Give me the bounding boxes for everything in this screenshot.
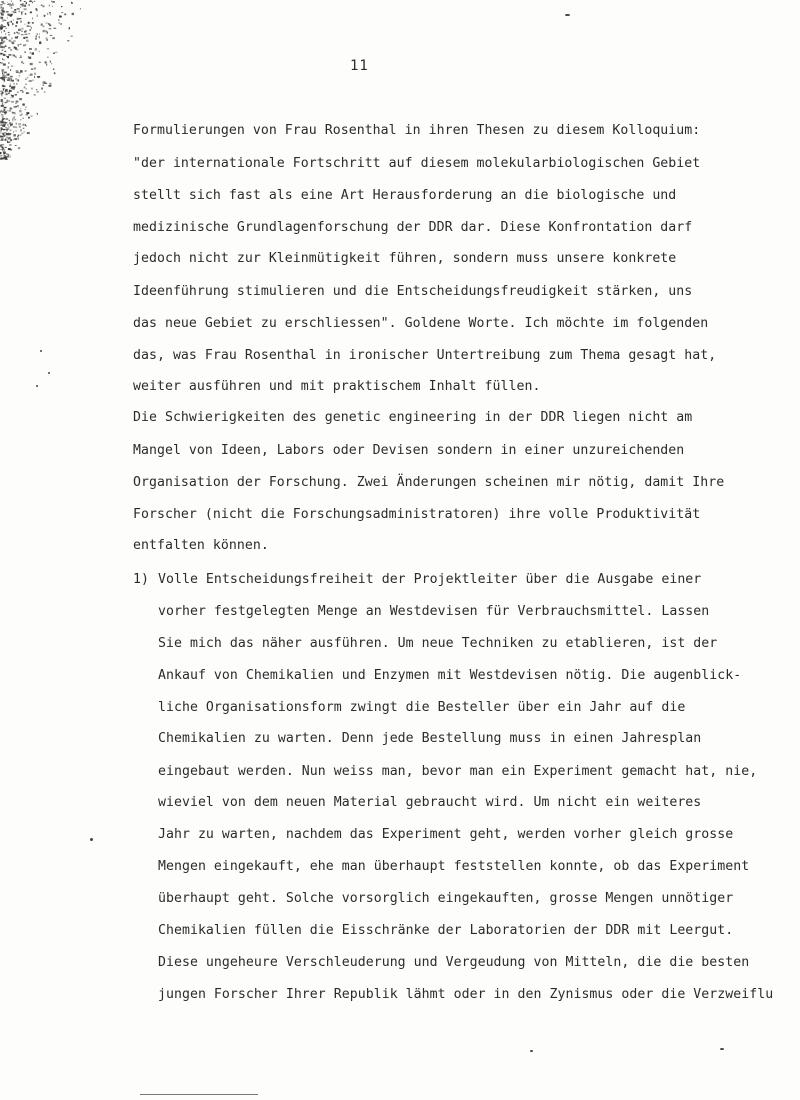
paragraph1-line-3: stellt sich fast als eine Art Herausforderung an die biologische und (133, 188, 677, 203)
item1-line-10: Mengen eingekauft, ehe man überhaupt feststellen konnte, ob das Experiment (158, 859, 750, 874)
item1-line-4: Ankauf von Chemikalien und Enzymen mit Westdevisen nötig. Die augenblick- (158, 668, 742, 683)
scan-speck (48, 372, 50, 374)
scan-speck (40, 350, 42, 352)
item1-line-8: wieviel von dem neuen Material gebraucht wird. Um nicht ein weiteres (158, 795, 702, 810)
paragraph2-line-4: Forscher (nicht die Forschungsadministratoren) ihre volle Produktivität (133, 507, 701, 522)
paragraph2-line-3: Organisation der Forschung. Zwei Änderungen scheinen mir nötig, damit Ihre (133, 475, 725, 490)
item1-line-7: eingebaut werden. Nun weiss man, bevor man ein Experiment gemacht hat, nie, (158, 764, 758, 779)
list-item-number: 1) (133, 572, 149, 587)
page-number: 11 (350, 58, 369, 74)
paragraph1-line-5: jedoch nicht zur Kleinmütigkeit führen, sondern muss unsere konkrete (133, 251, 677, 266)
paragraph1-line-6: Ideenführung stimulieren und die Entscheidungsfreudigkeit stärken, uns (133, 284, 693, 299)
paragraph1-line-4: medizinische Grundlagenforschung der DDR dar. Diese Konfrontation darf (133, 220, 693, 235)
paragraph1-line-2: "der internationale Fortschritt auf diesem molekularbiologischen Gebiet (133, 156, 701, 171)
paragraph1-line-8: das, was Frau Rosenthal in ironischer Untertreibung zum Thema gesagt hat, (133, 348, 717, 363)
scan-speck (90, 838, 93, 841)
paragraph2-line-2: Mangel von Ideen, Labors oder Devisen sondern in einer unzureichenden (133, 443, 685, 458)
item1-line-11: überhaupt geht. Solche vorsorglich eingekauften, grosse Mengen unnötiger (158, 891, 734, 906)
item1-line-12: Chemikalien füllen die Eisschränke der Laboratorien der DDR mit Leergut. (158, 923, 734, 938)
item1-line-6: Chemikalien zu warten. Denn jede Bestellung muss in einen Jahresplan (158, 731, 702, 746)
item1-line-3: Sie mich das näher ausführen. Um neue Techniken zu etablieren, ist der (158, 636, 718, 651)
scan-noise-edge (0, 0, 105, 160)
item1-line-5: liche Organisationsform zwingt die Besteller über ein Jahr auf die (158, 700, 686, 715)
scan-speck (720, 1048, 724, 1050)
item1-line-13: Diese ungeheure Verschleuderung und Vergeudung von Mitteln, die die besten (158, 955, 750, 970)
item1-line-1: Volle Entscheidungsfreiheit der Projektleiter über die Ausgabe einer (158, 572, 702, 587)
bottom-scan-line (140, 1094, 258, 1095)
paragraph2-line-1: Die Schwierigkeiten des genetic engineering in der DDR liegen nicht am (133, 410, 693, 425)
scan-speck (530, 1050, 533, 1052)
paragraph1-line-7: das neue Gebiet zu erschliessen". Goldene Worte. Ich möchte im folgenden (133, 316, 709, 331)
paragraph1-line-1: Formulierungen von Frau Rosenthal in ihren Thesen zu diesem Kolloquium: (133, 123, 701, 138)
item1-line-2: vorher festgelegten Menge an Westdevisen für Verbrauchsmittel. Lassen (158, 604, 710, 619)
paragraph2-line-5: entfalten können. (133, 538, 269, 553)
scan-speck (565, 14, 570, 16)
paragraph1-line-9: weiter ausführen und mit praktischem Inhalt füllen. (133, 379, 541, 394)
item1-line-14: jungen Forscher Ihrer Republik lähmt oder in den Zynismus oder die Verzweiflu (158, 987, 774, 1002)
scan-speck (36, 385, 38, 387)
item1-line-9: Jahr zu warten, nachdem das Experiment geht, werden vorher gleich grosse (158, 827, 734, 842)
